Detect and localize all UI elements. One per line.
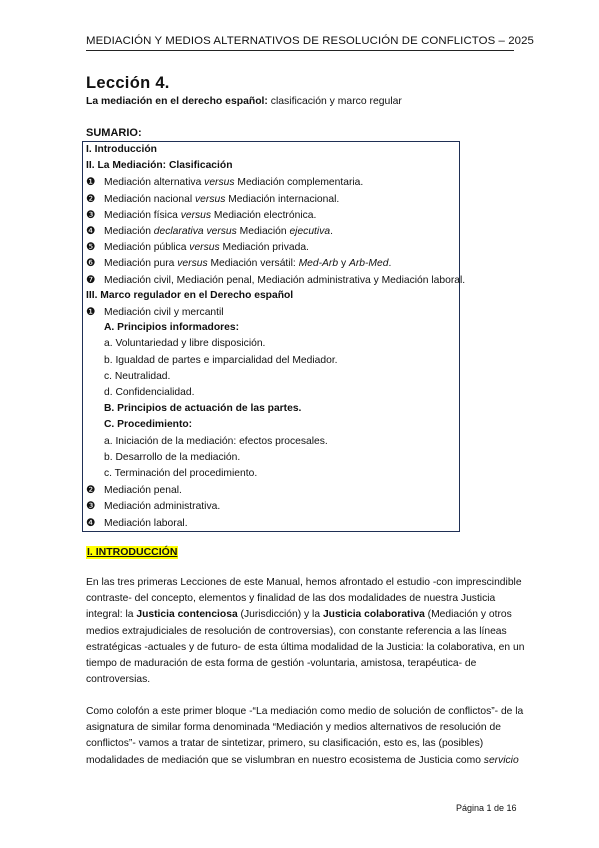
summary-number-marker: ❸ xyxy=(86,208,96,221)
text-run: b. Igualdad de partes e imparcialidad del Mediador. xyxy=(104,354,338,366)
text-run: asignatura de similar forma denominada “Mediación y medios alternativos de resolución de xyxy=(86,722,501,734)
text-run: Mediación alternativa xyxy=(104,177,205,189)
summary-row xyxy=(104,386,194,400)
summary-row xyxy=(104,370,170,384)
text-run: I. Introducción xyxy=(86,144,157,155)
summary-number-marker: ❼ xyxy=(86,273,96,286)
text-run: II. La Mediación: Clasificación xyxy=(86,160,233,172)
summary-row xyxy=(86,516,188,531)
summary-row xyxy=(86,175,363,190)
text-run: Como colofón a este primer bloque -“La mediación como medio de solución de conflictos”- de la xyxy=(86,706,524,717)
text-run: Mediación versátil: xyxy=(207,258,299,270)
text-run: Mediación complementaria. xyxy=(234,177,364,189)
summary-number-marker: ❶ xyxy=(86,176,96,189)
text-run: Mediación pública xyxy=(104,242,190,254)
running-header: MEDIACIÓN Y MEDIOS ALTERNATIVOS DE RESOLUCIÓN DE CONFLICTOS – 2025 xyxy=(86,35,514,51)
text-run: Mediación pura xyxy=(104,258,178,270)
summary-row xyxy=(86,483,182,498)
summary-number-marker: ❹ xyxy=(86,225,96,237)
text-run: Mediación penal. xyxy=(104,485,182,497)
summary-row xyxy=(104,467,257,481)
text-run: c. Terminación del procedimiento. xyxy=(104,468,258,479)
text-run: b. Desarrollo de la mediación. xyxy=(104,451,241,463)
text-run: contraste- del concepto, elementos y finalidad de las dos modalidades de nuestra Justicia xyxy=(86,593,496,605)
lesson-subtitle xyxy=(86,96,402,107)
text-run: tiempo de maduración de esta forma de gestión -voluntaria, amistosa, terapéutica- de xyxy=(86,657,477,669)
summary-number-marker: ❺ xyxy=(86,241,96,254)
text-run: Justicia colaborativa xyxy=(322,609,425,621)
paragraph-line xyxy=(86,704,524,720)
paragraph-line xyxy=(86,607,516,623)
text-run: versus xyxy=(189,242,220,254)
summary-row xyxy=(104,418,192,432)
summary-number-marker: ❶ xyxy=(86,306,96,318)
text-run: . xyxy=(388,258,392,270)
text-run: (Mediación y otros xyxy=(424,609,512,621)
text-run: a. Voluntariedad y libre disposición. xyxy=(104,338,266,350)
text-run: declarativa versus xyxy=(153,226,237,237)
summary-number-marker: ❹ xyxy=(86,516,96,529)
text-run: Mediación privada. xyxy=(219,242,309,254)
text-run: medios extrajudiciales de resolución de controversias), con constante referencia a las líneas xyxy=(86,625,507,637)
text-run: Mediación civil, Mediación penal, Mediación administrativa y Mediación laboral. xyxy=(104,274,466,286)
summary-number-marker: ❸ xyxy=(86,500,96,513)
text-run: Mediación física xyxy=(104,209,181,221)
text-run: Mediación xyxy=(104,226,154,237)
summary-row xyxy=(104,451,240,465)
paragraph-line xyxy=(86,672,516,688)
text-run: modalidades de mediación que se vislumbran en nuestro ecosistema de Justicia como xyxy=(86,754,484,766)
summary-row xyxy=(104,402,301,416)
text-run: Mediación internacional. xyxy=(225,193,340,205)
summary-row xyxy=(86,192,339,207)
sumario-label: SUMARIO: xyxy=(86,127,142,139)
summary-number-marker: ❷ xyxy=(86,484,96,497)
text-run: Mediación civil y mercantil xyxy=(104,307,224,318)
text-run: d. Confidencialidad. xyxy=(104,387,195,398)
text-run: Mediación administrativa. xyxy=(104,501,221,513)
text-run: conflictos”- vamos a tratar de sintetizar, primero, su clasificación, esto es, las (posibles) xyxy=(86,738,484,750)
text-run: versus xyxy=(195,193,226,205)
text-run: (Jurisdicción) y la xyxy=(237,609,323,621)
summary-row xyxy=(104,321,239,335)
summary-row xyxy=(86,305,224,320)
summary-row xyxy=(86,208,316,223)
text-run: c. Neutralidad. xyxy=(104,370,171,382)
text-run: En las tres primeras Lecciones de este Manual, hemos afrontado el estudio -con imprescindible xyxy=(86,577,522,588)
text-run: Mediación nacional xyxy=(104,193,196,205)
text-run: Justicia contenciosa xyxy=(136,609,238,621)
summary-row xyxy=(104,354,338,368)
text-run: Med-Arb xyxy=(298,258,339,270)
paragraph-line xyxy=(86,753,519,769)
summary-number-marker: ❻ xyxy=(86,257,96,270)
text-run: versus xyxy=(180,209,212,221)
text-run: versus xyxy=(204,177,235,189)
summary-row xyxy=(86,159,232,173)
lesson-subtitle-bold: La mediación en el derecho español: xyxy=(86,96,268,107)
lesson-title: Lección 4. xyxy=(86,74,170,92)
text-run: Mediación electrónica. xyxy=(211,209,317,221)
summary-row xyxy=(86,256,391,271)
paragraph-line xyxy=(86,640,525,656)
text-run: Arb-Med xyxy=(348,258,389,270)
text-run: C. Procedimiento: xyxy=(104,419,193,431)
paragraph-line xyxy=(86,656,516,672)
summary-row xyxy=(86,143,157,157)
text-run: integral: la xyxy=(86,609,137,621)
text-run: . xyxy=(330,226,333,237)
summary-row xyxy=(86,224,333,239)
lesson-subtitle-rest: clasificación y marco regular xyxy=(267,96,402,107)
text-run: Mediación xyxy=(236,226,290,237)
paragraph-line xyxy=(86,591,516,607)
paragraph-line xyxy=(86,720,516,736)
page-number: Página 1 de 16 xyxy=(456,803,517,813)
summary-row xyxy=(86,240,309,255)
text-run: Mediación laboral. xyxy=(104,517,188,529)
summary-row xyxy=(104,435,328,449)
text-run: servicio xyxy=(483,754,519,766)
text-run: A. Principios informadores: xyxy=(104,322,240,334)
text-run: B. Principios de actuación de las partes. xyxy=(104,403,302,415)
summary-row xyxy=(86,273,465,288)
text-run: ejecutiva xyxy=(289,226,331,237)
section-heading-introduccion: I. INTRODUCCIÓN xyxy=(87,546,178,558)
text-run: versus xyxy=(177,258,208,270)
summary-row xyxy=(86,289,293,303)
paragraph-line xyxy=(86,736,516,752)
text-run: estratégicas -actuales y de futuro- de esta última modalidad de la Justicia: la colaborativa, en un xyxy=(86,641,525,653)
text-run: III. Marco regulador en el Derecho español xyxy=(86,289,294,301)
paragraph xyxy=(86,704,524,769)
text-run: a. Iniciación de la mediación: efectos procesales. xyxy=(104,435,328,447)
text-run: controversias. xyxy=(86,674,151,686)
text-run: y xyxy=(338,258,349,270)
summary-number-marker: ❷ xyxy=(86,192,96,205)
summary-row xyxy=(86,499,220,514)
summary-row xyxy=(104,337,265,351)
paragraph-line xyxy=(86,624,516,640)
paragraph xyxy=(86,575,525,688)
paragraph-line xyxy=(86,575,522,591)
